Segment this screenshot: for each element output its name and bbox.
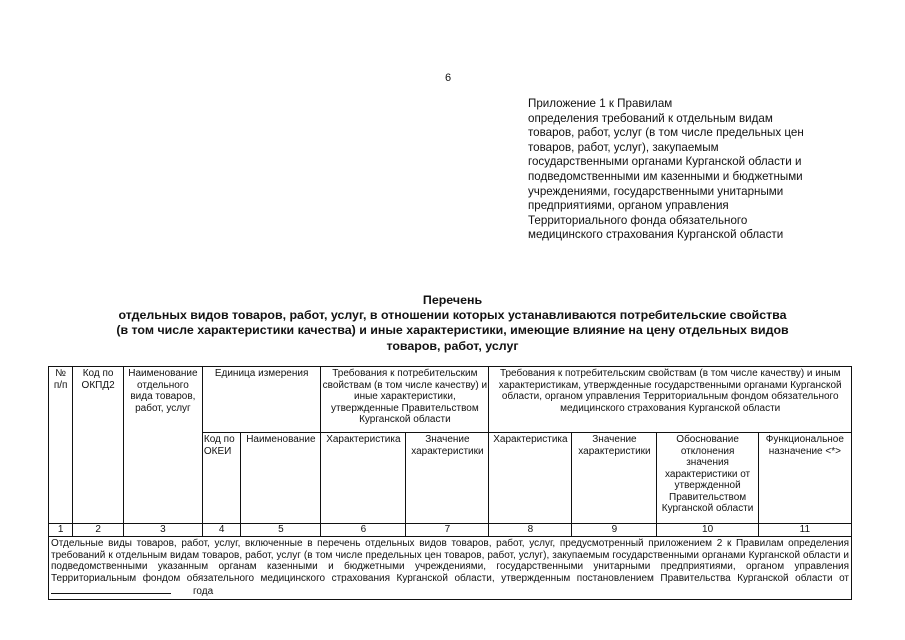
footer-suffix: года <box>193 586 214 598</box>
footer-cell <box>49 537 852 600</box>
appendix-line: Территориального фонда обязательного <box>528 213 748 227</box>
appendix-line: товаров, работ, услуг (в том числе предельных цен <box>528 126 804 140</box>
appendix-line: учреждениями, государственными унитарными <box>528 184 784 198</box>
header-okpd: Код по ОКПД2 <box>73 367 124 524</box>
header-deviation-reason: Обоснование отклонения значения характеристики от утвержденной Правительством Курганской области <box>657 433 758 524</box>
table-header-row <box>49 367 852 433</box>
header-requirements-organs: Требования к потребительским свойствам (в том числе качеству) и иным характеристикам, утвержденные государственными органами Курганской области, органом управления Территориальным фондом обязательного медицинского страхования Курганской области <box>489 367 852 433</box>
column-number: 1 <box>49 524 73 537</box>
title-line: Перечень <box>422 293 483 307</box>
appendix-line: Приложение 1 к Правилам <box>528 97 673 110</box>
header-value-org: Значение характеристики <box>572 433 657 524</box>
header-unit: Единица измерения <box>202 367 320 433</box>
footer-text: Отдельные виды товаров, работ, услуг, включенные в перечень отдельных видов товаров, работ, услуг, предусмотренный приложением 2 к Правилам определения требований к отдельным видам товаров, работ, услуг (в том числе предельных цен товаров, работ, услуг), закупаемым государственными органами Курганской области и подведомственными указанным органам казенными и бюджетными учреждениями, государственными унитарными предприятиями, органом управления Территориальным фондом обязательного медицинского страхования Курганской области, утвержденным постановлением Правительства Курганской области от <box>51 538 849 584</box>
appendix-line: предприятиями, органом управления <box>528 199 729 213</box>
appendix-line: медицинского страхования Курганской области <box>528 228 784 242</box>
header-characteristic-org: Характеристика <box>489 433 572 524</box>
header-value-gov: Значение характеристики <box>406 433 489 524</box>
column-number: 4 <box>202 524 240 537</box>
column-number: 10 <box>657 524 758 537</box>
header-characteristic-gov: Характеристика <box>321 433 406 524</box>
header-num: № п/п <box>49 367 73 524</box>
title-line: (в том числе характеристики качества) и иные характеристики, имеющие влияние на цену отдельных видов <box>116 323 789 338</box>
title-line: товаров, работ, услуг <box>386 338 519 353</box>
appendix-header <box>528 97 858 243</box>
column-number: 5 <box>241 524 321 537</box>
column-number: 11 <box>758 524 851 537</box>
column-number: 8 <box>489 524 572 537</box>
appendix-line: подведомственными им казенными и бюджетными <box>528 169 803 183</box>
appendix-line: определения требований к отдельным видам <box>528 111 773 125</box>
column-number: 9 <box>572 524 657 537</box>
column-number: 2 <box>73 524 124 537</box>
appendix-line: товаров, работ, услуг), закупаемым <box>528 140 719 154</box>
header-okei: Код по ОКЕИ <box>202 433 240 524</box>
column-number: 7 <box>406 524 489 537</box>
header-functional-purpose: Функциональное назначение <*> <box>758 433 851 524</box>
date-blank-line <box>51 584 171 594</box>
footer-row <box>49 537 852 600</box>
column-number-row <box>49 524 852 537</box>
document-title <box>40 293 865 354</box>
requirements-table <box>48 366 852 600</box>
appendix-line: государственными органами Курганской области и <box>528 155 802 169</box>
column-number: 6 <box>321 524 406 537</box>
page-number: 6 <box>445 72 452 84</box>
column-number: 3 <box>123 524 202 537</box>
header-requirements-government: Требования к потребительским свойствам (в том числе качеству) и иные характеристики, утвержденные Правительством Курганской области <box>321 367 489 433</box>
header-item-name: Наименование отдельного вида товаров, работ, услуг <box>123 367 202 524</box>
header-unit-name: Наименование <box>241 433 321 524</box>
title-line: отдельных видов товаров, работ, услуг, в отношении которых устанавливаются потребительские свойства <box>118 308 787 323</box>
